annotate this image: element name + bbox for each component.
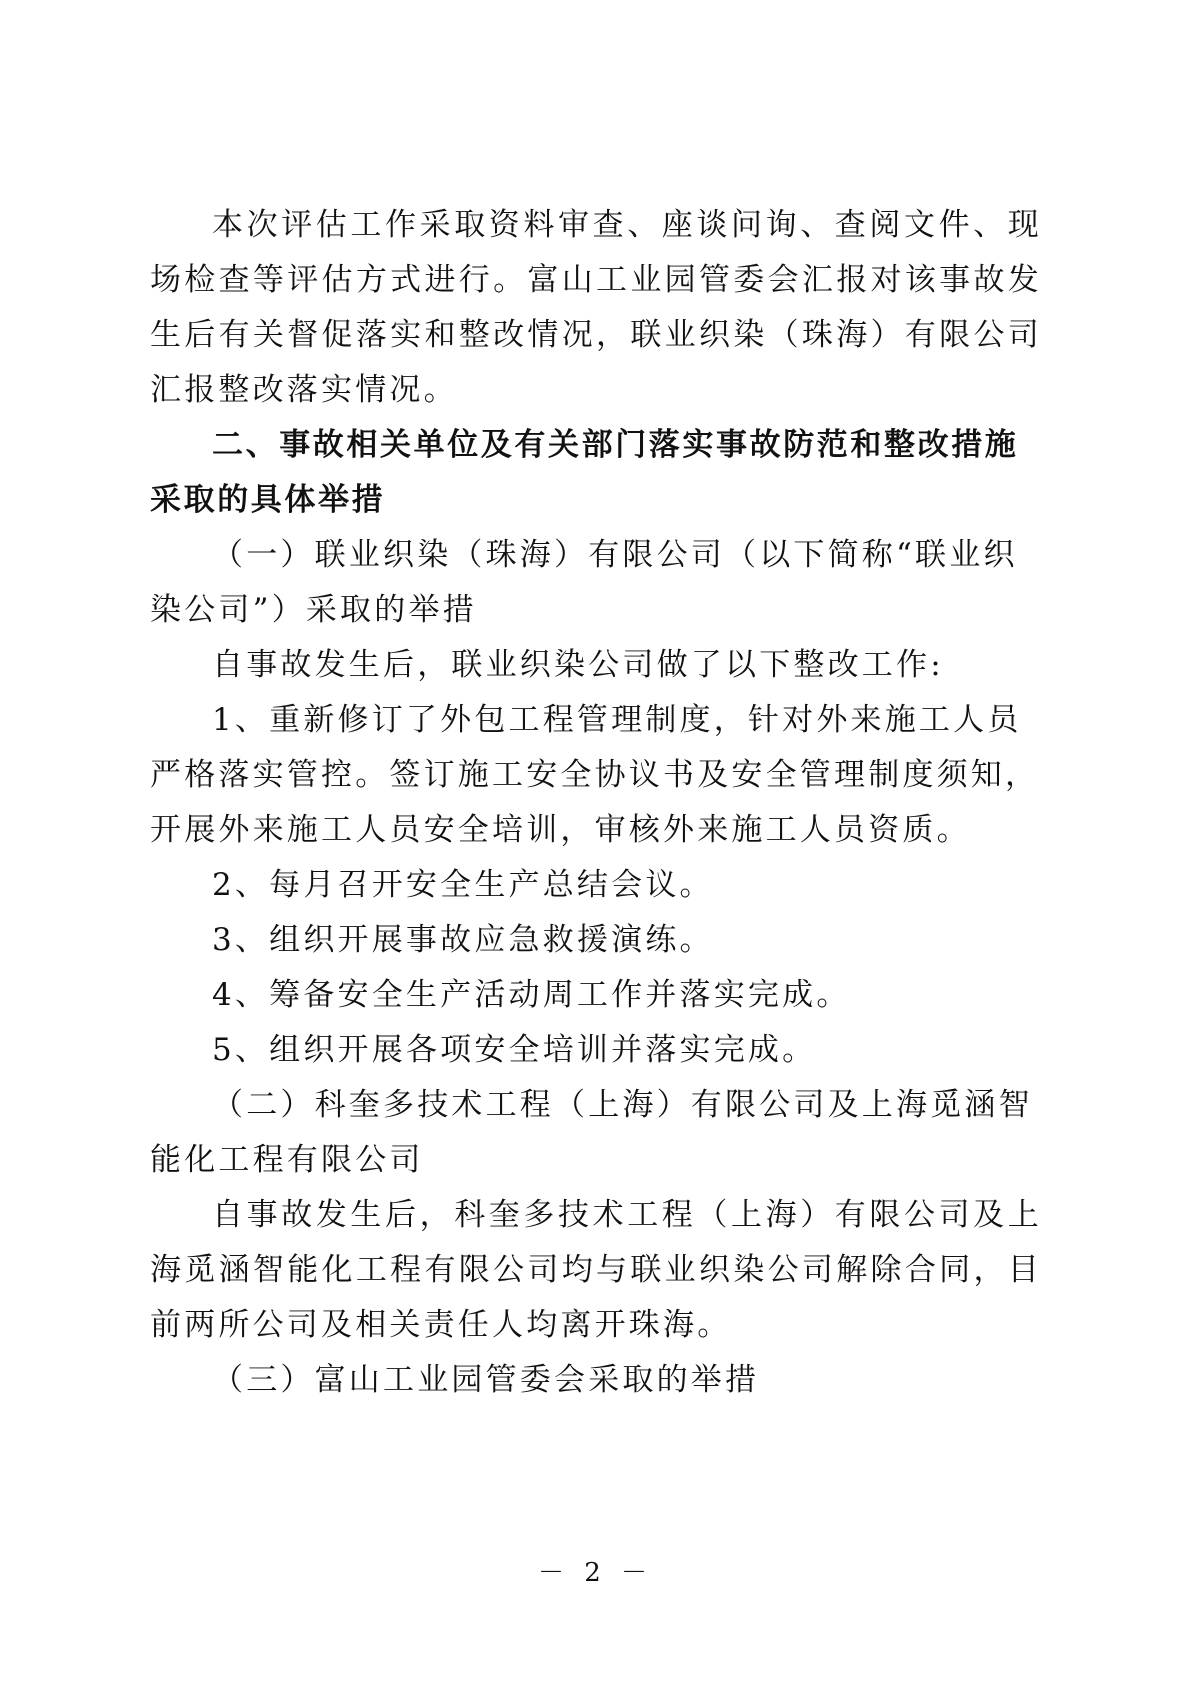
paragraph-company-measures-intro: 自事故发生后，联业织染公司做了以下整改工作: [212,647,944,683]
paragraph-evaluation-method: 本次评估工作采取资料审查、座谈问询、查阅文件、现场检查等评估方式进行。富山工业园管委会汇报对该事故发生后有关督促落实和整改情况，联业织染（珠海）有限公司汇报整改落实情况。 [150,207,1042,408]
list-item: 3、组织开展事故应急救援演练。 [212,922,714,958]
list-item: 2、每月召开安全生产总结会议。 [212,867,714,903]
subsection-heading-3: （三）富山工业园管委会采取的举措 [212,1362,760,1398]
list-item: 1、重新修订了外包工程管理制度，针对外来施工人员严格落实管控。签订施工安全协议书及安全管理制度须知，开展外来施工人员安全培训，审核外来施工人员资质。 [150,702,1040,848]
section-heading-2: 二、事故相关单位及有关部门落实事故防范和整改措施采取的具体举措 [150,427,1019,518]
document-page [150,198,1042,1408]
subsection-heading-1: （一）联业织染（珠海）有限公司（以下简称“联业织染公司”）采取的举措 [150,537,1018,628]
subsection-heading-2: （二）科奎多技术工程（上海）有限公司及上海觅涵智能化工程有限公司 [150,1087,1033,1178]
list-item: 4、筹备安全生产活动周工作并落实完成。 [212,977,851,1013]
page-number: － 2 － [537,1558,654,1588]
list-item: 5、组织开展各项安全培训并落实完成。 [212,1032,817,1068]
paragraph-contractors: 自事故发生后，科奎多技术工程（上海）有限公司及上海觅涵智能化工程有限公司均与联业织染公司解除合同，目前两所公司及相关责任人均离开珠海。 [150,1197,1042,1343]
